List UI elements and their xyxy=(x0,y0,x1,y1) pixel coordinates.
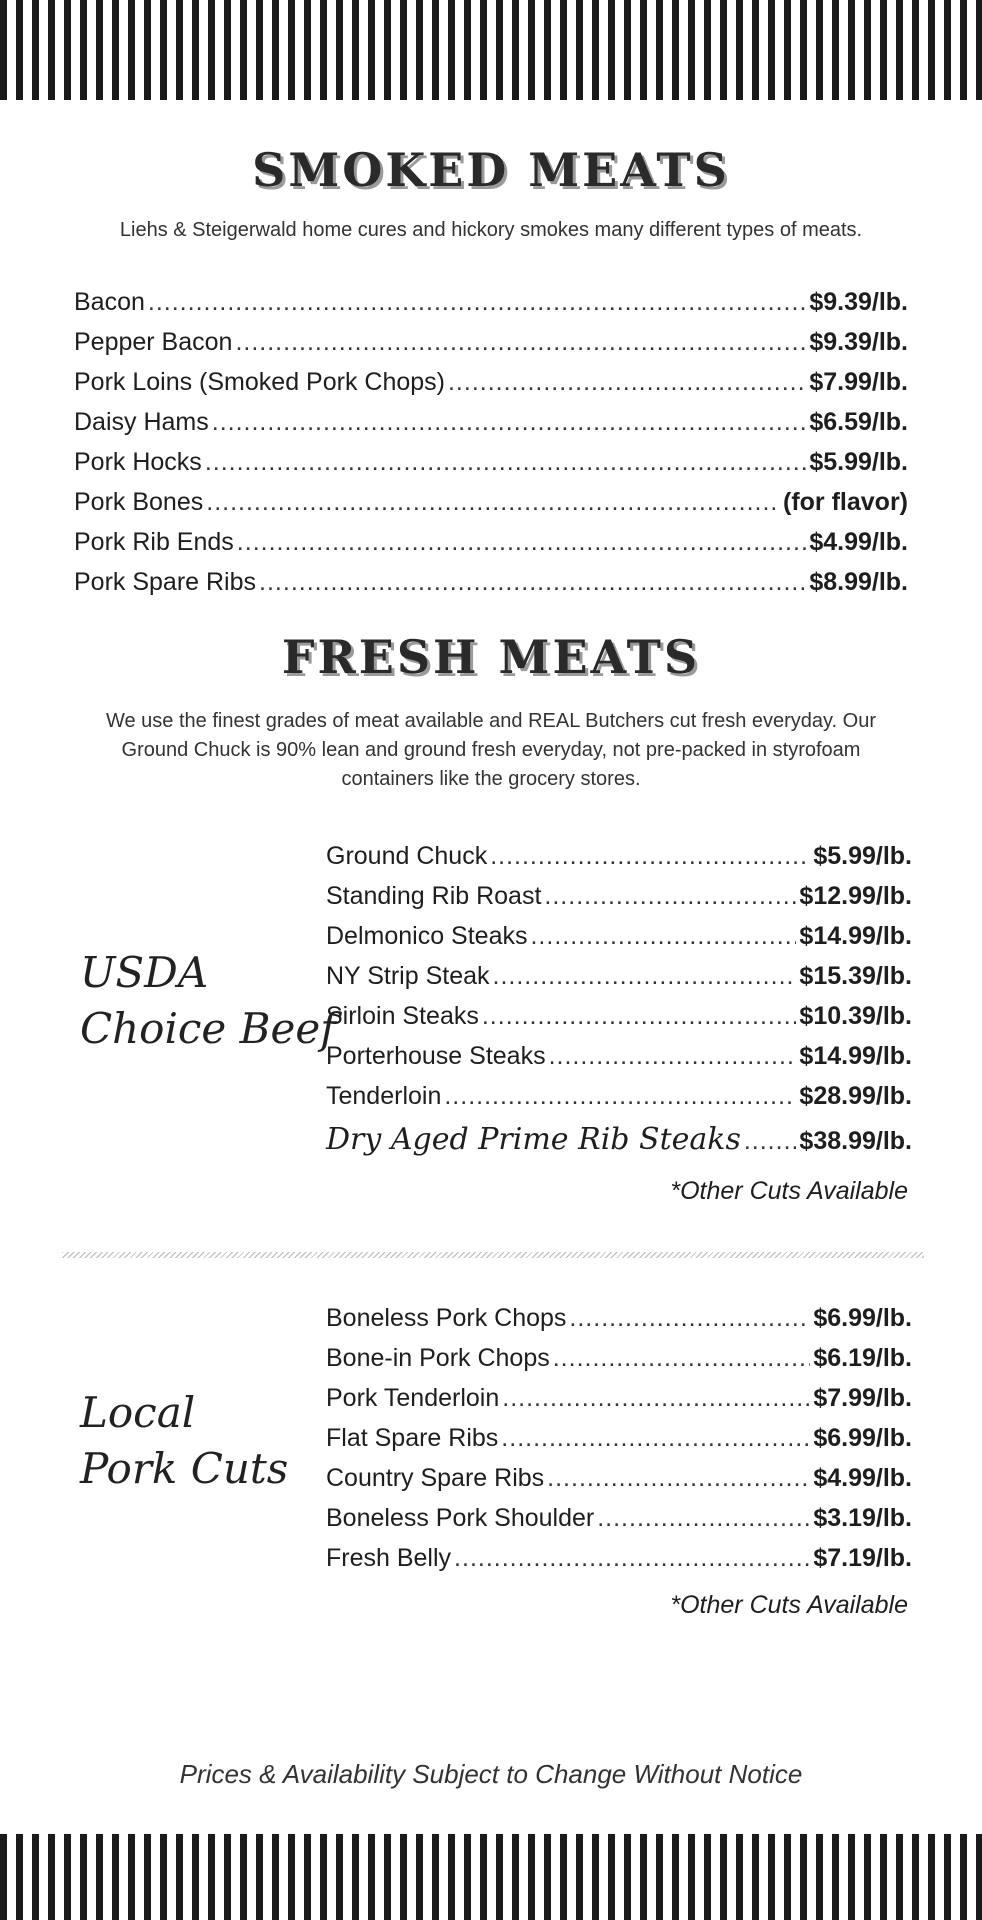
beef-list xyxy=(326,842,912,1172)
fresh-meats-intro: We use the finest grades of meat available and REAL Butchers cut fresh everyday. Our Ground Chuck is 90% lean and ground fresh everyday, not pre-packed in styrofoam containers like the grocery stores. xyxy=(105,710,877,790)
item-price: $28.99/lb. xyxy=(799,1082,912,1110)
smoked-meats-title: SMOKED MEATS xyxy=(252,143,730,197)
pork-list xyxy=(326,1304,912,1584)
dot-leader xyxy=(212,408,807,437)
menu-item xyxy=(326,1384,912,1424)
item-name: Porterhouse Steaks xyxy=(326,1042,546,1070)
menu-item xyxy=(326,1504,912,1544)
dot-leader xyxy=(569,1304,810,1333)
dot-leader xyxy=(259,568,806,597)
item-name: Pork Bones xyxy=(74,488,204,516)
item-price: $4.99/lb. xyxy=(809,528,908,556)
dot-leader xyxy=(237,528,807,557)
menu-item xyxy=(74,448,908,488)
item-price: $6.19/lb. xyxy=(813,1344,912,1372)
item-name: Pork Rib Ends xyxy=(74,528,234,556)
dot-leader xyxy=(744,1127,797,1156)
menu-item xyxy=(326,842,912,882)
item-price: $8.99/lb. xyxy=(809,568,908,596)
item-name: Pork Tenderloin xyxy=(326,1384,500,1412)
prices-disclaimer: Prices & Availability Subject to Change Without Notice xyxy=(179,1759,803,1789)
item-price: $7.19/lb. xyxy=(813,1544,912,1572)
dot-leader xyxy=(206,488,780,517)
menu-item xyxy=(326,1002,912,1042)
dot-leader xyxy=(530,922,796,951)
pork-label-line2: Pork Cuts xyxy=(80,1444,289,1493)
item-price: (for flavor) xyxy=(783,488,908,516)
dot-leader xyxy=(148,288,806,317)
item-price: $7.99/lb. xyxy=(809,368,908,396)
item-name: Pork Loins (Smoked Pork Chops) xyxy=(74,368,445,396)
top-stripe-border xyxy=(0,0,982,100)
menu-item xyxy=(74,528,908,568)
beef-other-cuts-note: *Other Cuts Available xyxy=(670,1177,908,1205)
menu-item xyxy=(326,922,912,962)
item-name: Sirloin Steaks xyxy=(326,1002,479,1030)
dot-leader xyxy=(448,368,806,397)
menu-item xyxy=(74,488,908,528)
dot-leader xyxy=(493,962,797,991)
item-price: $15.39/lb. xyxy=(799,962,912,990)
item-name: Delmonico Steaks xyxy=(326,922,528,950)
menu-item xyxy=(326,882,912,922)
menu-item xyxy=(326,1464,912,1504)
wavy-divider xyxy=(62,1252,924,1258)
item-name: Fresh Belly xyxy=(326,1544,452,1572)
item-price: $5.99/lb. xyxy=(809,448,908,476)
item-name: Flat Spare Ribs xyxy=(326,1424,499,1452)
menu-item xyxy=(326,1424,912,1464)
dot-leader xyxy=(547,1464,810,1493)
item-price: $6.99/lb. xyxy=(813,1424,912,1452)
beef-label-line1: USDA xyxy=(80,948,209,997)
item-name: Standing Rib Roast xyxy=(326,882,542,910)
menu-item xyxy=(326,1304,912,1344)
dot-leader xyxy=(549,1042,797,1071)
item-name: Pepper Bacon xyxy=(74,328,233,356)
menu-item xyxy=(74,368,908,408)
menu-item xyxy=(326,962,912,1002)
menu-item xyxy=(326,1082,912,1122)
menu-item xyxy=(74,568,908,608)
item-price: $5.99/lb. xyxy=(813,842,912,870)
usda-choice-beef-label xyxy=(80,945,336,1057)
featured-menu-item xyxy=(326,1122,912,1172)
item-price: $6.99/lb. xyxy=(813,1304,912,1332)
dot-leader xyxy=(501,1424,810,1453)
item-name: Dry Aged Prime Rib Steaks xyxy=(326,1122,741,1157)
fresh-meats-title: FRESH MEATS xyxy=(281,630,701,684)
item-name: Pork Spare Ribs xyxy=(74,568,257,596)
menu-item xyxy=(326,1042,912,1082)
item-price: $3.19/lb. xyxy=(813,1504,912,1532)
item-price: $9.39/lb. xyxy=(809,288,908,316)
item-name: Bone-in Pork Chops xyxy=(326,1344,550,1372)
menu-item xyxy=(74,288,908,328)
item-name: Boneless Pork Chops xyxy=(326,1304,567,1332)
item-price: $6.59/lb. xyxy=(809,408,908,436)
item-price: $7.99/lb. xyxy=(813,1384,912,1412)
item-price: $9.39/lb. xyxy=(809,328,908,356)
menu-item xyxy=(326,1544,912,1584)
item-price: $14.99/lb. xyxy=(799,922,912,950)
dot-leader xyxy=(544,882,796,911)
pork-label-line1: Local xyxy=(80,1388,196,1437)
item-price: $38.99/lb. xyxy=(799,1127,912,1155)
dot-leader xyxy=(502,1384,810,1413)
bottom-stripe-border xyxy=(0,1834,982,1920)
menu-item xyxy=(74,408,908,448)
item-price: $14.99/lb. xyxy=(799,1042,912,1070)
item-name: NY Strip Steak xyxy=(326,962,490,990)
dot-leader xyxy=(235,328,806,357)
item-name: Tenderloin xyxy=(326,1082,442,1110)
smoked-meats-intro: Liehs & Steigerwald home cures and hickory smokes many different types of meats. xyxy=(119,219,863,241)
smoked-meats-list xyxy=(74,288,908,608)
dot-leader xyxy=(205,448,807,477)
pork-other-cuts-note: *Other Cuts Available xyxy=(670,1591,908,1619)
menu-item xyxy=(74,328,908,368)
item-price: $12.99/lb. xyxy=(799,882,912,910)
dot-leader xyxy=(482,1002,797,1031)
item-price: $4.99/lb. xyxy=(813,1464,912,1492)
menu-item xyxy=(326,1344,912,1384)
dot-leader xyxy=(454,1544,810,1573)
dot-leader xyxy=(597,1504,810,1533)
dot-leader xyxy=(553,1344,811,1373)
local-pork-cuts-label xyxy=(80,1385,288,1497)
item-price: $10.39/lb. xyxy=(799,1002,912,1030)
item-name: Pork Hocks xyxy=(74,448,202,476)
item-name: Daisy Hams xyxy=(74,408,209,436)
item-name: Ground Chuck xyxy=(326,842,488,870)
beef-label-line2: Choice Beef xyxy=(80,1004,336,1053)
item-name: Country Spare Ribs xyxy=(326,1464,545,1492)
dot-leader xyxy=(444,1082,796,1111)
item-name: Boneless Pork Shoulder xyxy=(326,1504,595,1532)
dot-leader xyxy=(490,842,810,871)
item-name: Bacon xyxy=(74,288,145,316)
